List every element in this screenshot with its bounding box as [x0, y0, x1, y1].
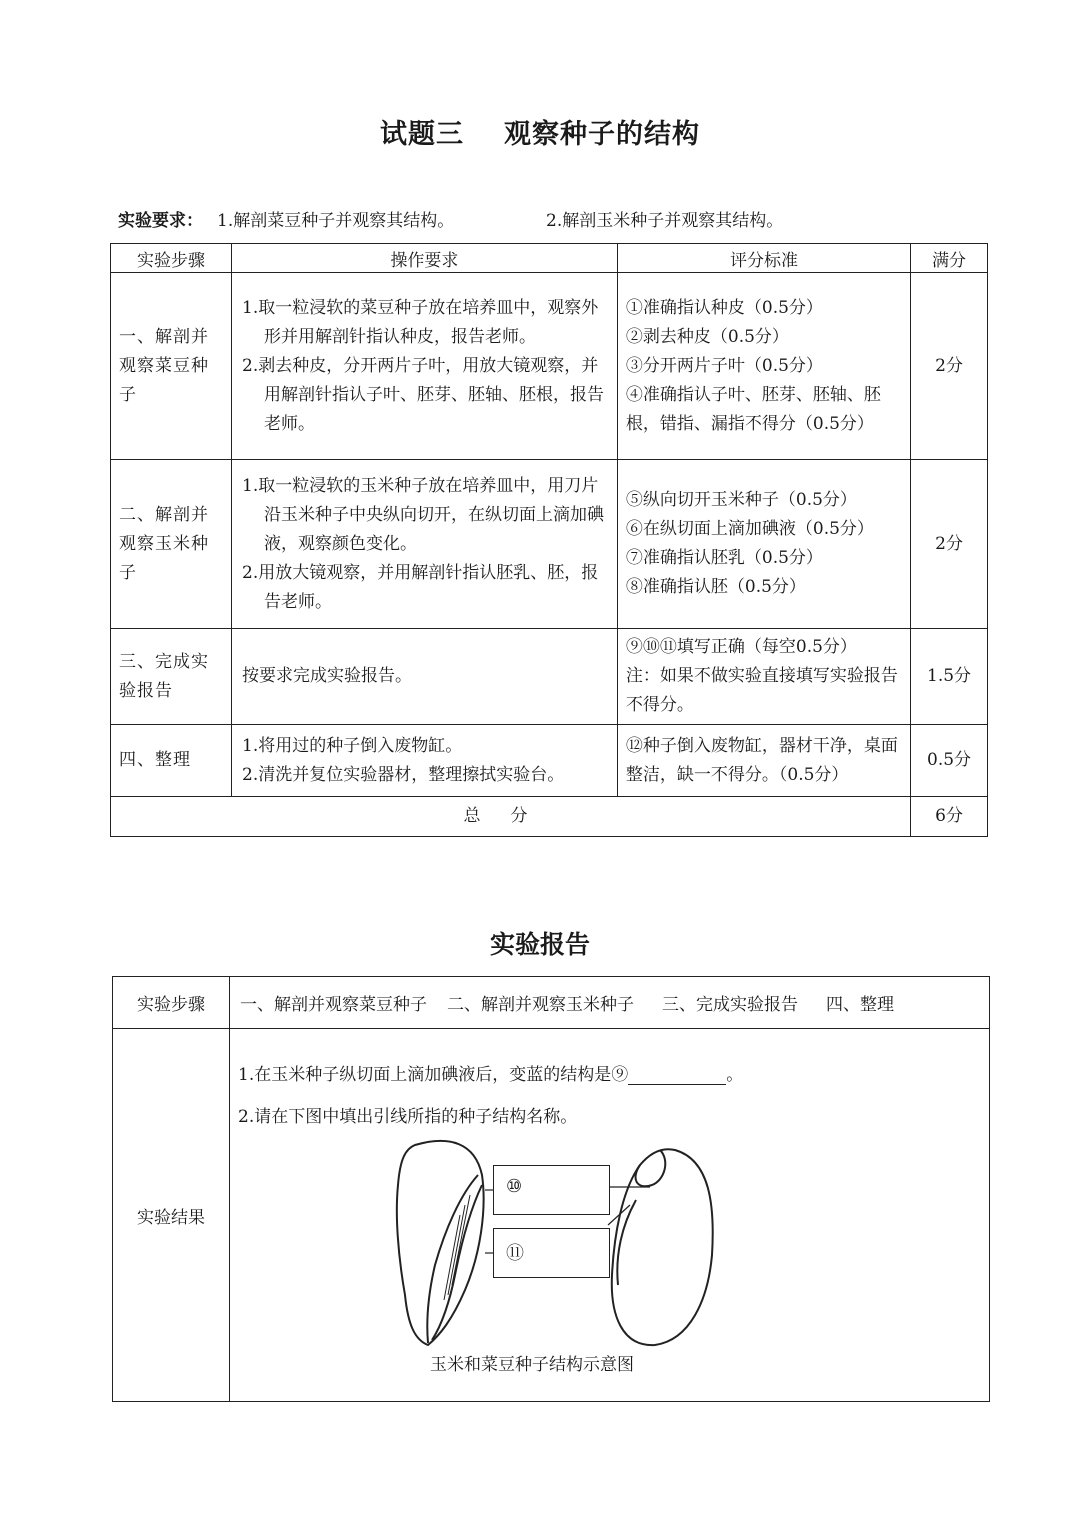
operation-item: 2.用放大镜观察，并用解剖针指认胚乳、胚，报告老师。 [242, 562, 599, 612]
criteria-cell [617, 725, 910, 797]
requirements-label: 实验要求： [118, 211, 203, 231]
criteria-item: 注：如果不做实验直接填写实验报告不得分。 [625, 666, 898, 715]
title-part1: 试题三 [380, 119, 464, 150]
table-row [111, 273, 988, 460]
header-step: 实验步骤 [111, 244, 232, 273]
score-cell: 2分 [911, 460, 988, 629]
criteria-cell [617, 273, 910, 460]
operation-item: 2.剥去种皮，分开两片子叶，用放大镜观察，并用解剖针指认子叶、胚芽、胚轴、胚根，报告老师。 [242, 355, 605, 434]
operation-cell [232, 273, 618, 460]
operation-cell [232, 725, 618, 797]
operation-item: 按要求完成实验报告。 [242, 666, 413, 686]
criteria-item: ②剥去种皮（0.5分） [625, 326, 789, 347]
criteria-item: ⑥在纵切面上滴加碘液（0.5分） [625, 519, 874, 539]
score-cell: 0.5分 [911, 725, 988, 797]
requirement-1: 1.解剖菜豆种子并观察其结构。 [217, 211, 455, 231]
score-table [110, 243, 988, 837]
score-header-row [111, 244, 988, 273]
question-1-end: 。 [726, 1065, 744, 1085]
report-steps-label: 实验步骤 [113, 977, 230, 1029]
report-steps [230, 977, 990, 1029]
operation-cell [232, 629, 618, 725]
total-score: 6分 [911, 797, 988, 837]
bean-seed-drawing [612, 1149, 713, 1345]
step-cell: 三、完成实验报告 [111, 629, 232, 725]
label-box-10[interactable] [493, 1165, 610, 1215]
label-11: ⑪ [506, 1243, 524, 1264]
score-cell: 2分 [911, 273, 988, 460]
step-cell: 四、整理 [111, 725, 232, 797]
criteria-cell [617, 460, 910, 629]
operation-item: 2.清洗并复位实验器材，整理擦拭实验台。 [242, 764, 565, 785]
total-row [111, 797, 988, 837]
operation-cell [232, 460, 618, 629]
criteria-item: ⑫种子倒入废物缸，器材干净，桌面整洁，缺一不得分。（0.5分） [625, 735, 898, 785]
operation-item: 1.取一粒浸软的玉米种子放在培养皿中，用刀片沿玉米种子中央纵向切开，在纵切面上滴加碘液，观察颜色变化。 [242, 475, 605, 554]
criteria-item: ①准确指认种皮（0.5分） [625, 297, 823, 318]
page-title [0, 112, 1080, 151]
criteria-item: ⑨⑩⑪填写正确（每空0.5分） [625, 637, 857, 657]
report-step: 三、完成实验报告 [662, 995, 798, 1015]
step-cell: 二、解剖并观察玉米种子 [111, 460, 232, 629]
requirements [118, 206, 784, 231]
header-operation: 操作要求 [232, 244, 618, 273]
table-row [111, 725, 988, 797]
step-cell: 一、解剖并观察菜豆种子 [111, 273, 232, 460]
question-2: 2.请在下图中填出引线所指的种子结构名称。 [238, 1107, 578, 1127]
report-title: 实验报告 [489, 930, 590, 959]
question-1 [238, 1060, 743, 1085]
report-step: 四、整理 [826, 995, 894, 1015]
requirement-2: 2.解剖玉米种子并观察其结构。 [546, 211, 784, 231]
label-box-11[interactable] [493, 1228, 610, 1278]
operation-item: 1.取一粒浸软的菜豆种子放在培养皿中，观察外形并用解剖针指认种皮，报告老师。 [242, 297, 599, 347]
criteria-item: ④准确指认子叶、胚芽、胚轴、胚根，错指、漏指不得分（0.5分） [625, 384, 881, 434]
corn-seed-drawing [397, 1141, 484, 1345]
header-full-score: 满分 [911, 244, 988, 273]
report-result-label: 实验结果 [113, 1029, 230, 1402]
table-row [111, 460, 988, 629]
total-label: 总分 [111, 797, 911, 837]
criteria-item: ⑧准确指认胚（0.5分） [625, 577, 806, 597]
report-step: 一、解剖并观察菜豆种子 [240, 995, 427, 1015]
label-10: ⑩ [506, 1176, 523, 1197]
question-1-text: 1.在玉米种子纵切面上滴加碘液后，变蓝的结构是⑨ [238, 1065, 629, 1085]
answer-blank-9[interactable] [628, 1066, 726, 1085]
diagram-caption: 玉米和菜豆种子结构示意图 [430, 1355, 634, 1375]
criteria-cell [617, 629, 910, 725]
criteria-item: ⑦准确指认胚乳（0.5分） [625, 548, 823, 568]
title-part2: 观察种子的结构 [504, 119, 700, 150]
header-criteria: 评分标准 [617, 244, 910, 273]
report-step: 二、解剖并观察玉米种子 [447, 995, 634, 1015]
table-row [111, 629, 988, 725]
score-cell: 1.5分 [911, 629, 988, 725]
report-steps-row [113, 977, 990, 1029]
operation-item: 1.将用过的种子倒入废物缸。 [242, 735, 463, 756]
criteria-item: ③分开两片子叶（0.5分） [625, 355, 823, 376]
criteria-item: ⑤纵向切开玉米种子（0.5分） [625, 490, 857, 510]
